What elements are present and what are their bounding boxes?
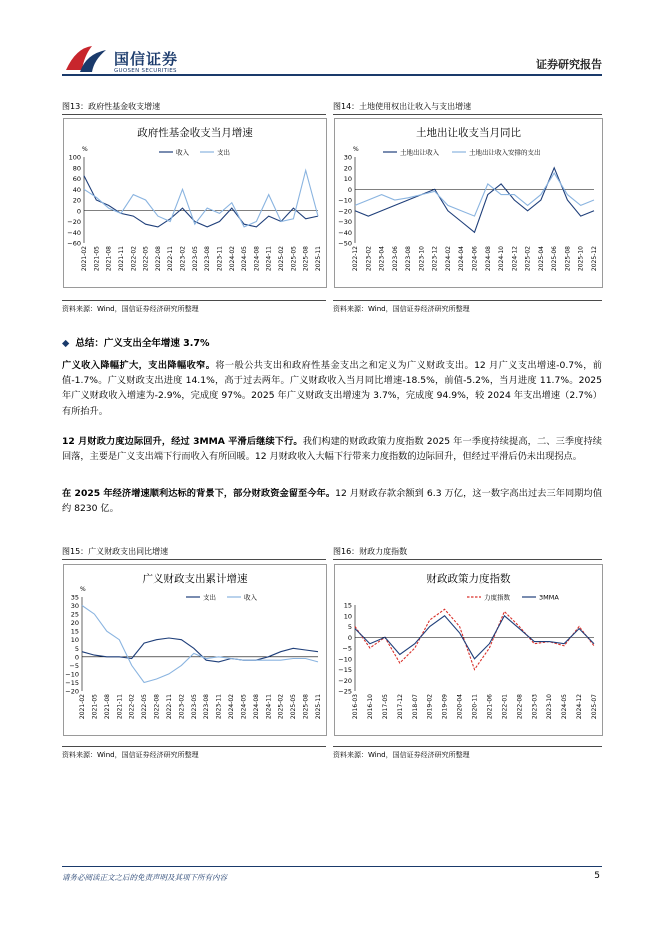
fig16-ytick-label: 5 xyxy=(347,623,352,631)
fig15-ylabel: % xyxy=(80,586,86,593)
fig13-ytick-label: −20 xyxy=(67,218,81,226)
fig15-series-0-line xyxy=(82,638,318,662)
fig14-legend-label: 土地出让收入 xyxy=(400,148,439,157)
fig15-top-rule xyxy=(62,559,326,560)
fig15-chart xyxy=(63,564,327,736)
fig15-xtick-label: 2024-02 xyxy=(228,694,236,720)
fig13-xtick-label: 2021-11 xyxy=(117,246,125,272)
fig13-legend-label: 收入 xyxy=(176,148,189,157)
fig13-ytick-label: 20 xyxy=(72,196,81,205)
fig16-svg xyxy=(335,565,602,735)
fig15-xtick-label: 2021-11 xyxy=(116,694,124,720)
fig13-chart xyxy=(63,118,327,288)
fig13-ytick-label: −60 xyxy=(67,239,81,248)
paragraph-2-body: 我们构建的财政政策力度指数 2025 年一季度持续提高，二、三季度持续回落，主要是广义支出端下行而收入有所回暖。12 月财政收入大幅下行带来力度指数的边际回升，但经过平滑后仍未出现拐点。 xyxy=(62,436,602,463)
fig14-chart xyxy=(334,118,603,288)
fig15-ytick-label: 20 xyxy=(70,619,79,628)
fig13-xtick-label: 2021-02 xyxy=(81,246,88,272)
fig13-ytick-label: 40 xyxy=(72,185,81,194)
fig16-series-0-line xyxy=(355,609,594,669)
fig15-xtick-label: 2021-08 xyxy=(103,694,111,720)
fig13-svg xyxy=(64,119,326,287)
fig14-ytick-label: 10 xyxy=(343,175,352,183)
fig13-source: 资料来源：Wind，国信证券经济研究所整理 xyxy=(62,305,199,313)
fig16-xtick-label: 2024-12 xyxy=(576,694,584,720)
paragraph-3-body: 12 月财政存款余额到 6.3 万亿，这一数字高出过去三年同期均值约 8230 亿。 xyxy=(62,488,603,515)
fig13-xtick-label: 2025-11 xyxy=(315,246,322,272)
fig16-bottom-rule xyxy=(333,746,602,747)
fig14-xtick-label: 2024-06 xyxy=(471,246,479,272)
paragraph-3-lead: 在 2025 年经济增速顺利达标的背景下，部分财政资金留至今年。 xyxy=(62,488,336,499)
fig15-xtick-label: 2024-05 xyxy=(240,694,248,720)
fig16-xtick-label: 2016-03 xyxy=(352,694,359,720)
fig15-xtick-label: 2022-05 xyxy=(141,694,149,720)
fig16-ytick-label: 10 xyxy=(343,612,352,621)
fig13-xtick-label: 2025-02 xyxy=(278,246,286,272)
fig15-ytick-label: −10 xyxy=(65,670,79,679)
fig13-xtick-label: 2023-05 xyxy=(191,246,199,272)
fig14-xtick-label: 2025-08 xyxy=(564,246,572,272)
summary-heading xyxy=(62,335,209,349)
fig15-xtick-label: 2025-05 xyxy=(290,694,298,720)
fig14-ytick-label: −20 xyxy=(338,207,352,216)
fig13-legend-label: 支出 xyxy=(217,148,230,157)
fig13-xtick-label: 2023-11 xyxy=(216,246,224,272)
fig15-xtick-label: 2025-02 xyxy=(277,694,285,720)
fig15-ytick-label: 10 xyxy=(70,636,79,645)
fig15-ytick-label: 5 xyxy=(74,644,79,653)
fig14-xtick-label: 2023-12 xyxy=(431,246,439,272)
fig13-xtick-label: 2021-08 xyxy=(105,246,113,272)
fig15-legend-label: 收入 xyxy=(244,593,257,602)
fig13-xtick-label: 2021-05 xyxy=(93,246,101,272)
fig15-series-1-line xyxy=(82,606,318,683)
fig15-xtick-label: 2022-08 xyxy=(153,694,161,720)
fig16-ytick-label: −10 xyxy=(338,655,352,664)
fig14-xtick-label: 2025-06 xyxy=(551,246,559,272)
fig13-ytick-label: 80 xyxy=(72,164,81,173)
fig14-ytick-label: −50 xyxy=(338,239,352,248)
guosen-logo-icon xyxy=(62,44,108,76)
logo-name: 国信证券 xyxy=(114,50,179,68)
paragraph-2 xyxy=(62,434,602,464)
fig14-legend-label: 土地出让收入安排的支出 xyxy=(469,148,541,157)
fig13-series-1-line xyxy=(84,170,318,227)
fig16-xtick-label: 2025-07 xyxy=(591,694,598,720)
fig14-xtick-label: 2023-02 xyxy=(365,246,373,272)
fig15-xtick-label: 2023-11 xyxy=(215,694,223,720)
fig15-xtick-label: 2023-05 xyxy=(190,694,198,720)
fig16-legend-label: 力度指数 xyxy=(484,593,510,602)
page-number: 5 xyxy=(594,871,600,881)
fig13-ytick-label: −40 xyxy=(67,228,81,237)
fig13-ytick-label: 100 xyxy=(68,153,81,162)
fig16-xtick-label: 2022-08 xyxy=(516,694,524,720)
logo-subtitle: GUOSEN SECURITIES xyxy=(114,68,177,74)
fig15-ytick-label: 0 xyxy=(74,653,79,662)
fig13-bottom-rule xyxy=(62,300,326,301)
fig14-svg xyxy=(335,119,602,287)
fig15-ytick-label: 25 xyxy=(70,610,79,619)
fig16-xtick-label: 2017-12 xyxy=(396,694,404,720)
fig14-xtick-label: 2025-10 xyxy=(577,246,585,272)
paragraph-1 xyxy=(62,358,602,419)
fig13-series-0-line xyxy=(84,176,318,227)
fig15-xtick-label: 2021-02 xyxy=(79,694,86,720)
fig14-xtick-label: 2024-08 xyxy=(484,246,492,272)
fig14-xtick-label: 2023-10 xyxy=(418,246,426,272)
fig15-xtick-label: 2022-11 xyxy=(165,694,173,720)
fig14-label: 图14：土地使用权出让收入与支出增速 xyxy=(333,102,472,111)
fig13-xtick-label: 2022-11 xyxy=(167,246,175,272)
fig13-xtick-label: 2024-08 xyxy=(253,246,261,272)
fig14-ytick-label: 0 xyxy=(347,185,352,194)
footer-divider xyxy=(62,866,602,867)
fig16-top-rule xyxy=(333,559,602,560)
header-divider xyxy=(62,74,602,76)
fig16-ytick-label: 0 xyxy=(347,633,352,642)
fig16-xtick-label: 2017-05 xyxy=(381,694,389,720)
fig15-xtick-label: 2023-02 xyxy=(178,694,186,720)
fig15-xtick-label: 2025-08 xyxy=(302,694,310,720)
fig15-ytick-label: 35 xyxy=(70,593,79,602)
fig14-xtick-label: 2023-08 xyxy=(405,246,413,272)
fig14-ytick-label: −10 xyxy=(338,196,352,205)
fig16-xtick-label: 2024-05 xyxy=(561,694,569,720)
fig15-xtick-label: 2025-11 xyxy=(315,694,322,720)
fig14-xtick-label: 2024-10 xyxy=(498,246,506,272)
fig13-title: 政府性基金收支当月增速 xyxy=(137,127,253,139)
fig15-ytick-label: −20 xyxy=(65,687,79,696)
fig15-xtick-label: 2024-08 xyxy=(252,694,260,720)
fig16-title: 财政政策力度指数 xyxy=(426,573,511,585)
fig13-xtick-label: 2023-08 xyxy=(204,246,212,272)
fig14-xtick-label: 2025-04 xyxy=(537,246,545,272)
fig14-top-rule xyxy=(333,114,602,115)
fig15-xtick-label: 2022-02 xyxy=(128,694,136,720)
paragraph-2-lead: 12 月财政力度边际回升，经过 3MMA 平滑后继续下行。 xyxy=(62,436,303,447)
fig15-source: 资料来源：Wind，国信证券经济研究所整理 xyxy=(62,751,199,759)
fig13-xtick-label: 2025-08 xyxy=(302,246,310,272)
fig14-ylabel: % xyxy=(353,146,359,153)
fig16-xtick-label: 2022-01 xyxy=(501,694,509,720)
fig14-source: 资料来源：Wind，国信证券经济研究所整理 xyxy=(333,305,470,313)
paragraph-1-body: 将一般公共支出和政府性基金支出之和定义为广义财政支出。12 月广义支出增速-0.7%，前值-1.7%。广义财政支出进度 14.1%，高于过去两年。广义财政收入当月同比增速-18.5%，前值-5.2%，当月进度 11.7%。2025 年广义财政收入增速为-2.9%，完成度 97%。2025 年广义财政支出增速为 3.7%，完成度 94.9%，较 2024 年支出增速（2.7%）有所抬升。 xyxy=(62,360,602,417)
fig15-xtick-label: 2023-08 xyxy=(203,694,211,720)
fig15-ytick-label: 30 xyxy=(70,602,79,611)
fig14-xtick-label: 2022-12 xyxy=(352,246,359,272)
diamond-bullet-icon: ◆ xyxy=(62,338,70,349)
fig15-bottom-rule xyxy=(62,746,326,747)
report-type: 证券研究报告 xyxy=(536,58,602,71)
fig16-xtick-label: 2021-06 xyxy=(486,694,494,720)
fig14-bottom-rule xyxy=(333,300,602,301)
fig16-xtick-label: 2023-03 xyxy=(531,694,539,720)
fig14-xtick-label: 2023-06 xyxy=(391,246,399,272)
fig13-ytick-label: 60 xyxy=(72,175,81,183)
fig13-xtick-label: 2024-11 xyxy=(265,246,273,272)
fig13-ylabel: % xyxy=(82,146,88,153)
fig15-title: 广义财政支出累计增速 xyxy=(142,573,248,585)
fig16-xtick-label: 2018-07 xyxy=(411,694,419,720)
fig14-xtick-label: 2025-12 xyxy=(591,246,598,272)
fig14-xtick-label: 2025-02 xyxy=(524,246,532,272)
fig16-label: 图16：财政力度指数 xyxy=(333,547,408,556)
fig15-ytick-label: −15 xyxy=(65,678,79,687)
fig15-xtick-label: 2024-11 xyxy=(265,694,273,720)
fig13-xtick-label: 2022-05 xyxy=(142,246,150,272)
fig14-series-1-line xyxy=(355,173,594,216)
fig16-legend-label: 3MMA xyxy=(539,593,559,602)
fig16-xtick-label: 2023-10 xyxy=(546,694,554,720)
fig16-ytick-label: −25 xyxy=(338,687,352,696)
fig13-xtick-label: 2023-02 xyxy=(179,246,187,272)
fig13-ytick-label: 0 xyxy=(76,207,81,216)
fig15-svg xyxy=(64,565,326,735)
paragraph-1-lead: 广义收入降幅扩大，支出降幅收窄。 xyxy=(62,360,216,371)
fig14-xtick-label: 2024-02 xyxy=(444,246,452,272)
fig14-series-0-line xyxy=(355,168,594,233)
fig15-legend-label: 支出 xyxy=(203,593,216,602)
fig16-xtick-label: 2016-10 xyxy=(366,694,374,720)
footer-disclaimer: 请务必阅读正文之后的免责声明及其项下所有内容 xyxy=(62,873,227,882)
fig16-xtick-label: 2020-04 xyxy=(456,694,464,720)
fig13-xtick-label: 2022-08 xyxy=(154,246,162,272)
summary-text: 总结：广义支出全年增速 3.7% xyxy=(75,338,210,349)
fig15-label: 图15：广义财政支出同比增速 xyxy=(62,547,169,556)
fig13-top-rule xyxy=(62,114,326,115)
fig14-xtick-label: 2024-12 xyxy=(511,246,519,272)
fig14-xtick-label: 2023-04 xyxy=(378,246,386,272)
fig14-xtick-label: 2024-04 xyxy=(458,246,466,272)
fig16-chart xyxy=(334,564,603,736)
fig16-xtick-label: 2019-02 xyxy=(426,694,434,720)
fig13-xtick-label: 2024-02 xyxy=(228,246,236,272)
fig16-ytick-label: −15 xyxy=(338,666,352,674)
fig13-xtick-label: 2022-02 xyxy=(130,246,138,272)
fig16-source: 资料来源：Wind，国信证券经济研究所整理 xyxy=(333,751,470,759)
fig16-ytick-label: −5 xyxy=(342,644,352,653)
fig14-ytick-label: 20 xyxy=(343,164,352,173)
fig15-ytick-label: −5 xyxy=(69,661,79,670)
fig16-ytick-label: −20 xyxy=(338,676,352,685)
fig13-label: 图13：政府性基金收支增速 xyxy=(62,102,161,111)
fig14-ytick-label: −40 xyxy=(338,228,352,237)
fig14-ytick-label: 30 xyxy=(343,153,352,162)
fig15-ytick-label: 15 xyxy=(70,627,79,636)
fig16-ytick-label: 15 xyxy=(343,601,352,610)
fig16-xtick-label: 2019-09 xyxy=(441,694,449,720)
paragraph-3 xyxy=(62,486,602,516)
fig13-xtick-label: 2024-05 xyxy=(241,246,249,272)
fig16-xtick-label: 2020-11 xyxy=(471,694,479,720)
fig15-xtick-label: 2021-05 xyxy=(91,694,99,720)
fig14-ytick-label: −30 xyxy=(338,218,352,226)
fig13-xtick-label: 2025-05 xyxy=(290,245,298,272)
fig14-title: 土地出让收支当月同比 xyxy=(416,127,521,139)
